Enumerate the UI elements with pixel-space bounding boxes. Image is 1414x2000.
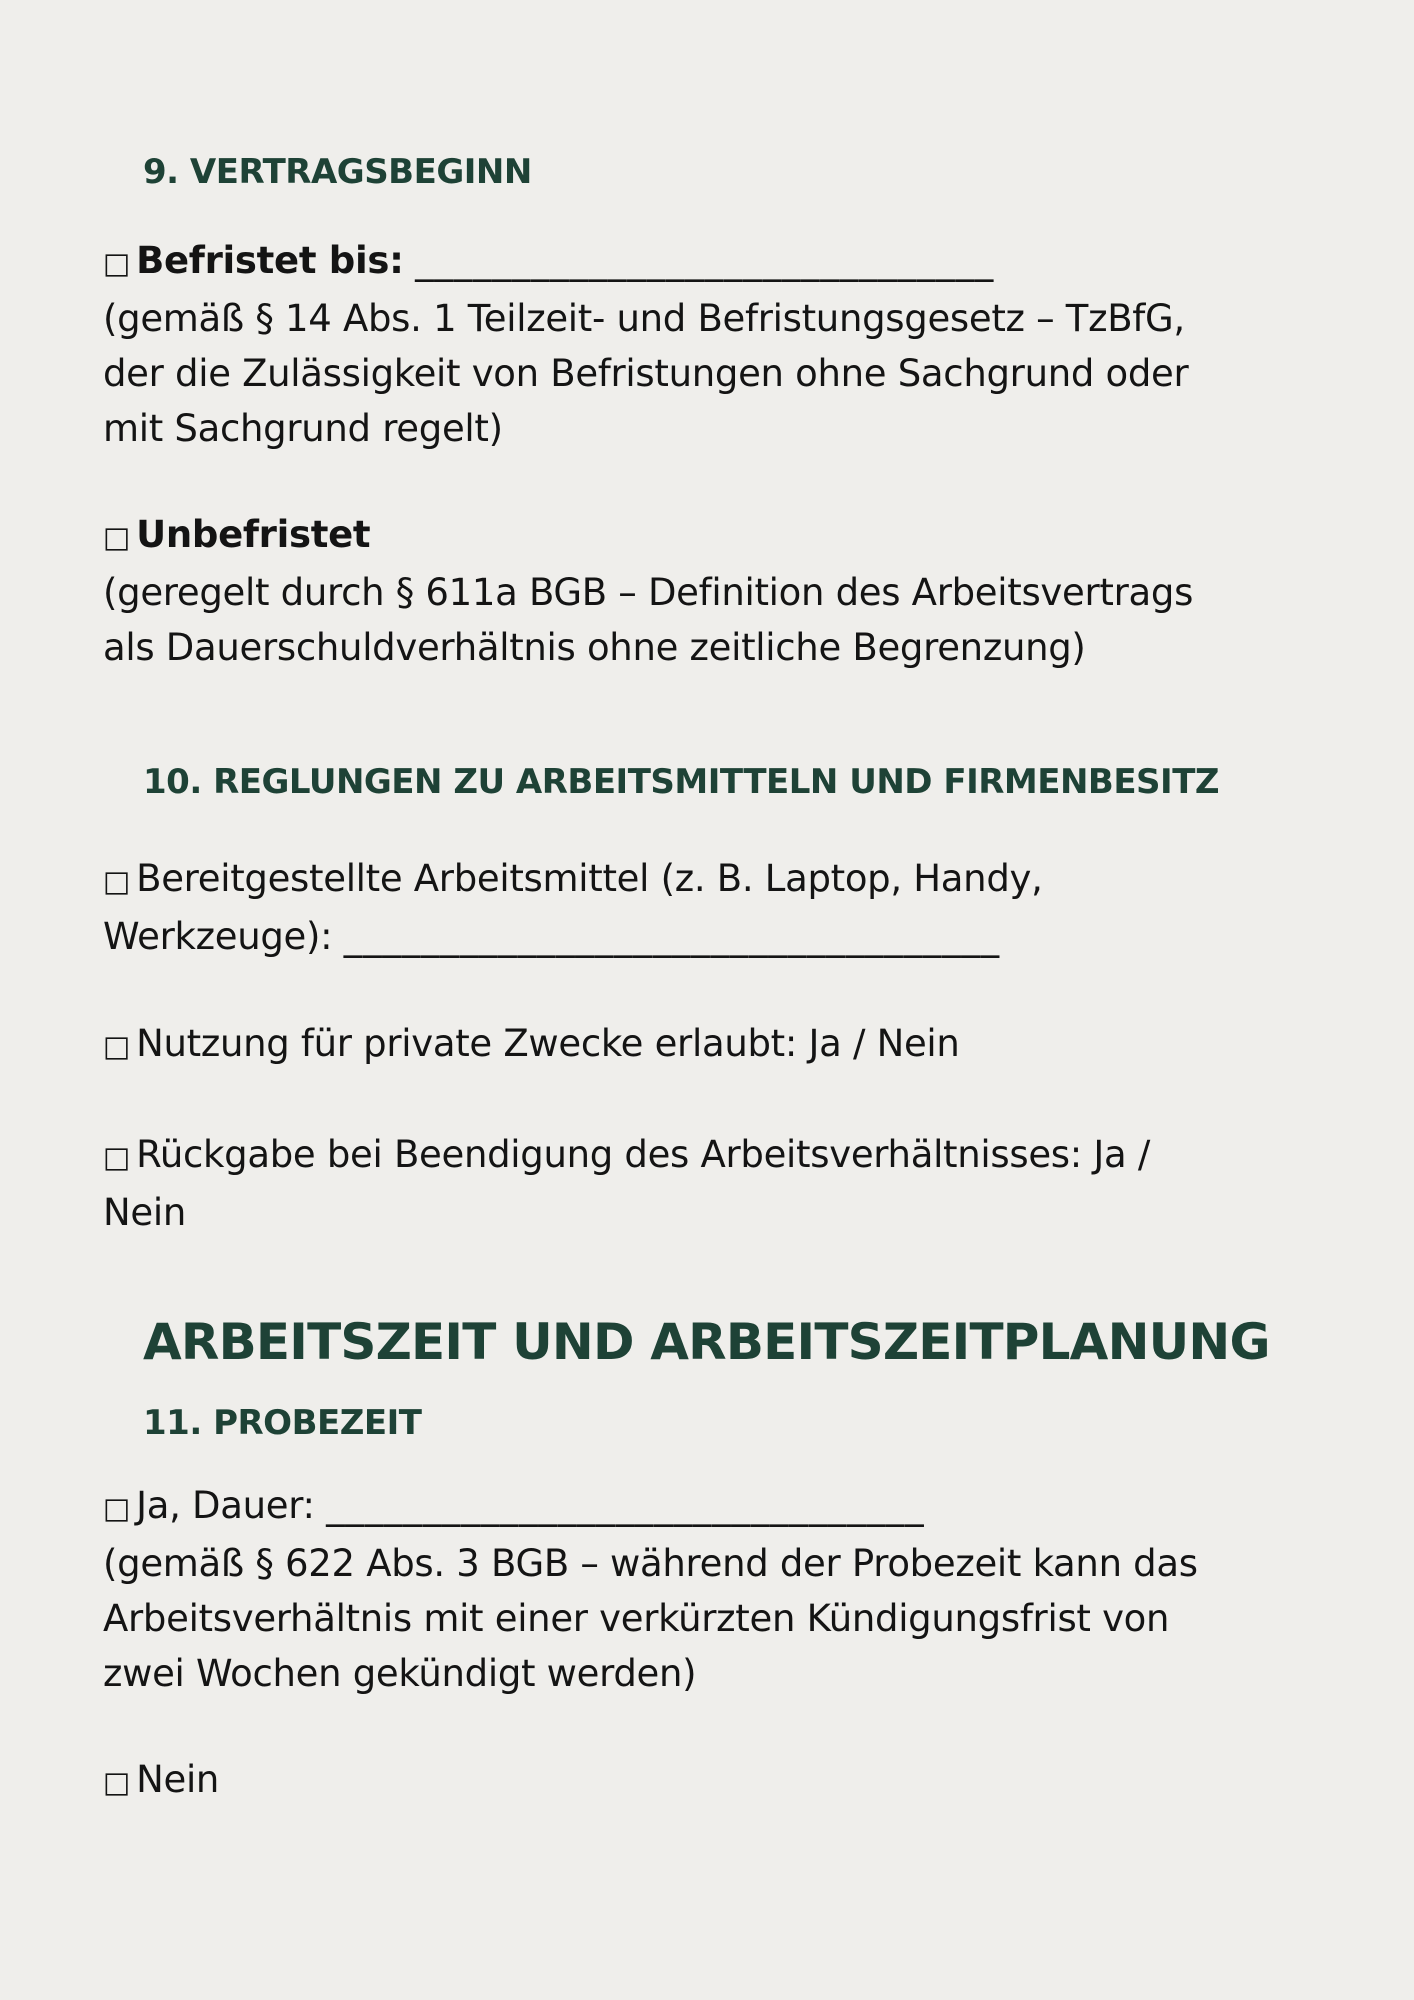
befristet-option [103, 233, 1323, 456]
rueckgabe-line-1 [103, 1127, 1323, 1185]
befristet-date-blank[interactable]: ______________________________ [415, 239, 995, 282]
arbeitsmittel-text-2: Werkzeuge): [103, 915, 333, 958]
rueckgabe-option [103, 1127, 1323, 1240]
probezeit-nein-label: Nein [136, 1758, 220, 1801]
arbeitsmittel-text: Bereitgestellte Arbeitsmittel (z. B. Laptop, Handy, [136, 857, 1043, 900]
befristet-line [103, 233, 1323, 291]
befristet-checkbox[interactable]: □ [103, 246, 131, 280]
arbeitsmittel-line-2 [103, 909, 1323, 964]
private-use-text: Nutzung für private Zwecke erlaubt: Ja / Nein [136, 1022, 960, 1065]
unbefristet-option [103, 507, 1323, 675]
probezeit-dauer-blank[interactable]: _______________________________ [326, 1484, 925, 1527]
private-use-line [103, 1016, 1323, 1074]
rueckgabe-checkbox[interactable]: □ [103, 1140, 131, 1174]
probezeit-note-line-1: (gemäß § 622 Abs. 3 BGB – während der Probezeit kann das [103, 1542, 1198, 1585]
probezeit-nein-option [103, 1752, 1323, 1810]
befristet-label: Befristet bis: [136, 239, 404, 282]
befristet-note-line-2: der die Zulässigkeit von Befristungen ohne Sachgrund oder [103, 352, 1189, 395]
unbefristet-checkbox[interactable]: □ [103, 520, 131, 554]
unbefristet-note-line-1: (geregelt durch § 611a BGB – Definition des Arbeitsvertrags [103, 571, 1194, 614]
probezeit-ja-checkbox[interactable]: □ [103, 1491, 131, 1525]
befristet-note-line-1: (gemäß § 14 Abs. 1 Teilzeit- und Befristungsgesetz – TzBfG, [103, 297, 1185, 340]
private-use-checkbox[interactable]: □ [103, 1029, 131, 1063]
arbeitsmittel-checkbox[interactable]: □ [103, 864, 131, 898]
unbefristet-note-line-2: als Dauerschuldverhältnis ohne zeitliche Begrenzung) [103, 626, 1086, 669]
arbeitszeit-heading: ARBEITSZEIT UND ARBEITSZEITPLANUNG [143, 1313, 1270, 1371]
probezeit-note-line-2: Arbeitsverhältnis mit einer verkürzten Kündigungsfrist von [103, 1597, 1170, 1640]
section-11-title: 11. PROBEZEIT [143, 1403, 422, 1443]
rueckgabe-text: Rückgabe bei Beendigung des Arbeitsverhältnisses: Ja / [136, 1133, 1151, 1176]
section-9-title: 9. VERTRAGSBEGINN [143, 152, 532, 192]
unbefristet-label: Unbefristet [136, 513, 371, 556]
arbeitsmittel-blank[interactable]: __________________________________ [343, 915, 1000, 958]
rueckgabe-line-2: Nein [103, 1191, 186, 1234]
probezeit-nein-line [103, 1752, 1323, 1810]
probezeit-ja-label: Ja, Dauer: [136, 1484, 315, 1527]
arbeitsmittel-option [103, 851, 1323, 964]
befristet-note-line-3: mit Sachgrund regelt) [103, 407, 503, 450]
arbeitsmittel-line-1 [103, 851, 1323, 909]
probezeit-nein-checkbox[interactable]: □ [103, 1765, 131, 1799]
unbefristet-line [103, 507, 1323, 565]
probezeit-ja-line [103, 1478, 1323, 1536]
probezeit-ja-option [103, 1478, 1323, 1701]
private-use-option [103, 1016, 1323, 1074]
probezeit-note-line-3: zwei Wochen gekündigt werden) [103, 1652, 697, 1695]
section-10-title: 10. REGLUNGEN ZU ARBEITSMITTELN UND FIRMENBESITZ [143, 762, 1220, 802]
